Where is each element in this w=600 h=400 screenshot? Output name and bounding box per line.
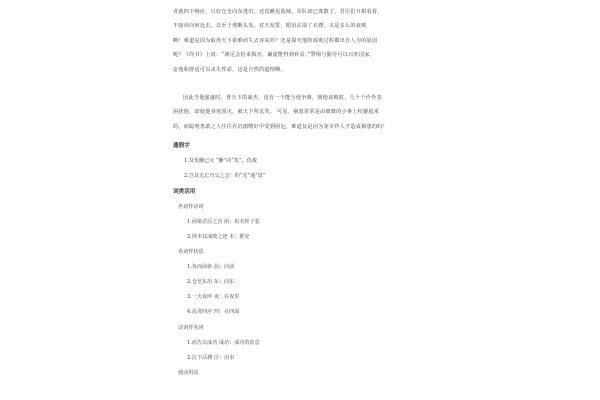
text-line: 啊！难道是因为取得天下艰难而失去容易吗？还是探究他的成败过程都出自人为的原因: [173, 37, 378, 44]
list-item: 1.及仇雠已灭 “雠”同“仇”，仇敌: [184, 158, 257, 164]
list-item: 2.岂其无忘乃父之志！的“无”通“毋”: [184, 173, 266, 179]
subsection-heading: 名词作状语: [178, 249, 204, 255]
text-line: 者就四下响应，只好仓皇向东逃出，还没瞧见敌城，军队却已离散了，君臣们互相看着，: [173, 9, 383, 15]
text-line: 因此当他强盛时，普天下的豪杰，没有一个能与他争雄，到他衰败时，几十个伶伶表: [183, 95, 382, 101]
list-item: 2.抑本其成败之迹 本：推究: [187, 234, 250, 240]
list-item: 1.而告以成功 成功：成功的消息: [187, 340, 260, 346]
text-line: 的，而聪明勇敢之人往往在沉溺嗜好中受到困厄，难道仅是因为宠幸伶人才造成祸患的吗！: [173, 123, 388, 130]
text-line: 呢？《尚书》上说：“满足会招来损害，谦虚能得到补益。”警惕与勤劳可以兴旺国家，: [173, 52, 376, 59]
text-line: 不知该向何处去，以至于剪断头发，对天发誓，眼泪沾湿了衣襟，又是多么的衰败: [173, 23, 367, 30]
text-line: 困扰他，却使他身死国灭，被天下所讥笑。 可见，祸患常常是由细微的小事上积聚起来: [173, 109, 380, 116]
subsection-heading: 使动用法: [178, 370, 199, 376]
section-title-tongjiazi: 通假字: [173, 143, 190, 149]
passage-paragraph-2: [173, 91, 431, 134]
list-item: 2.泣下沾襟 泣：泪水: [187, 355, 235, 361]
subsection-heading: 动词作名词: [178, 325, 204, 331]
section-title-ciyi: 词类活用: [173, 189, 196, 195]
list-item: 2.仓皇东出 东：向东: [187, 279, 235, 285]
text-line: 安逸和舒适可以丧失性命，这是自然的道理啊。: [173, 66, 286, 73]
list-item: 4.乱者四应 四：在四面: [187, 309, 240, 315]
list-item: 3.一夫夜呼 夜：在夜里: [187, 294, 240, 300]
list-item: 1.函梁君臣之首 函：用木匣子装: [187, 219, 260, 225]
subsection-heading: 名词作动词: [178, 204, 204, 210]
list-item: 1.负而前驱 前：向前: [187, 264, 235, 270]
passage-paragraph-1: [173, 5, 431, 77]
